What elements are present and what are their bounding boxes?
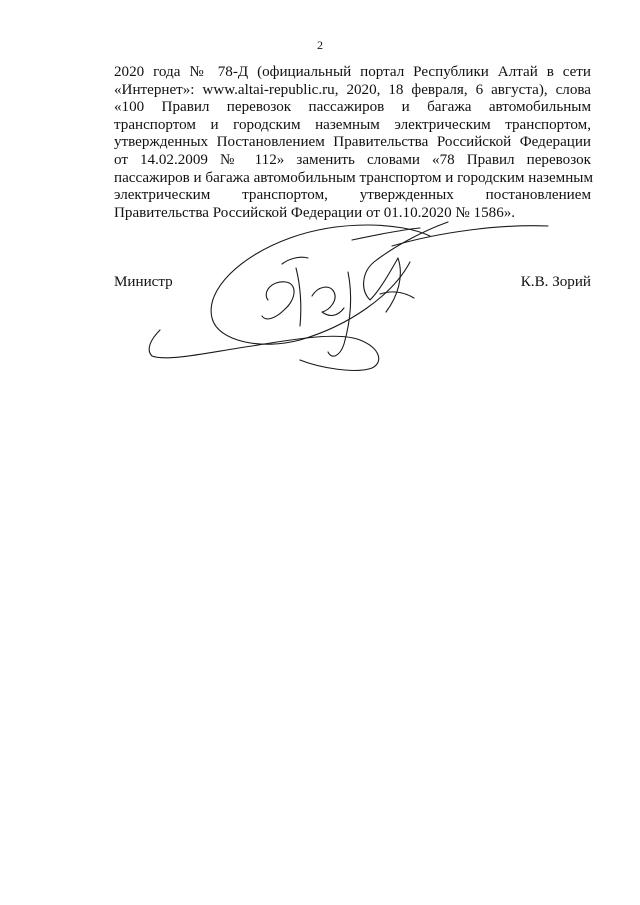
- body-line: утвержденных Постановлением Правительства Российской Федерации: [114, 134, 591, 151]
- body-line: пассажиров и багажа автомобильным транспортом и городским наземным: [114, 169, 594, 186]
- body-line: от 14.02.2009 № 112» заменить словами «78 Правил перевозок: [114, 151, 591, 168]
- page-number: 2: [317, 38, 323, 52]
- signature-row: [114, 274, 591, 294]
- body-line: транспортом и городским наземным электрическим транспортом,: [114, 116, 591, 133]
- body-paragraph: [114, 64, 594, 222]
- body-line: Правительства Российской Федерации от 01.10.2020 № 1586».: [114, 204, 516, 221]
- body-line: электрическим транспортом, утвержденных постановлением: [114, 187, 591, 204]
- body-line: «100 Правил перевозок пассажиров и багажа автомобильным: [114, 99, 591, 116]
- body-line: 2020 года № 78-Д (официальный портал Республики Алтай в сети: [114, 64, 591, 80]
- body-line: «Интернет»: www.altai-republic.ru, 2020, 18 февраля, 6 августа), слова: [114, 81, 591, 98]
- signatory-name: К.В. Зорий: [520, 274, 591, 290]
- signatory-position: Министр: [114, 274, 173, 290]
